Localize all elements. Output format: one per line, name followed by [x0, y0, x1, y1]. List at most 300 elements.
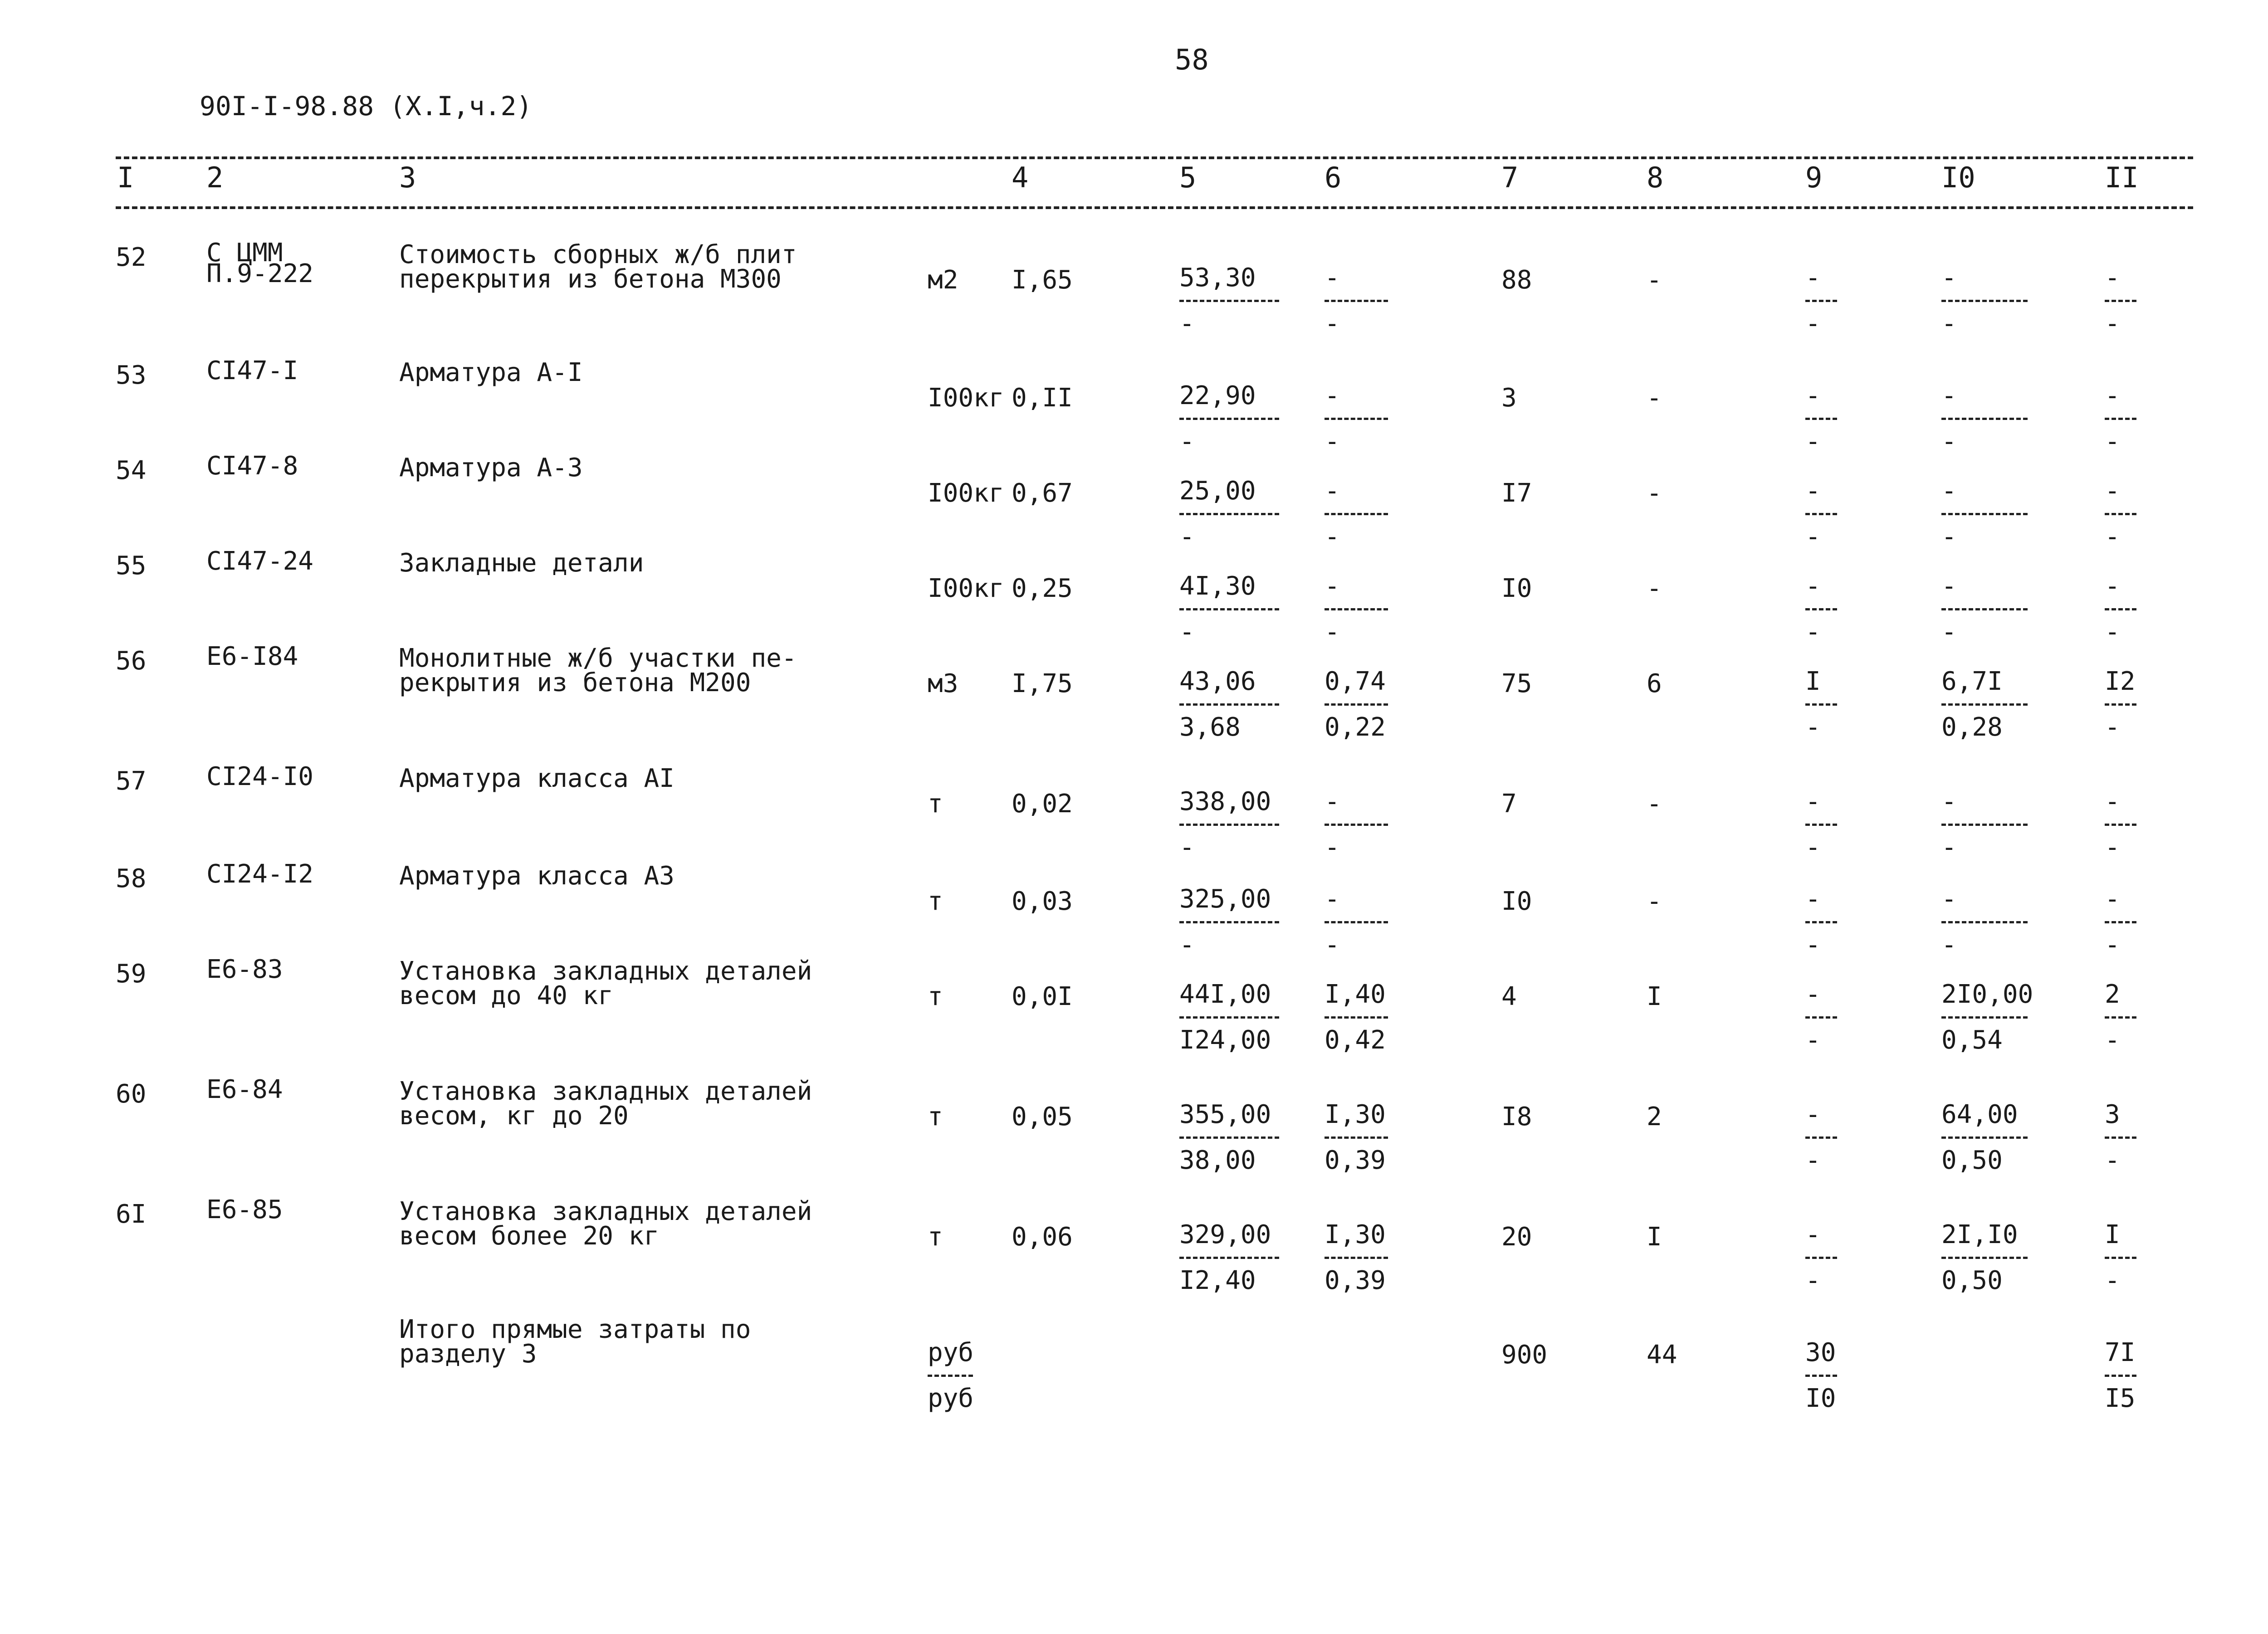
row-col10-denominator: 0,50 — [1941, 1266, 2003, 1295]
row-col5-denominator: - — [1179, 427, 1195, 456]
row-col9 — [1805, 669, 1837, 740]
total-col7: 900 — [1501, 1340, 1548, 1370]
column-header-7: 7 — [1501, 161, 1519, 194]
row-col11-numerator: - — [2105, 787, 2120, 816]
column-header-11: II — [2105, 161, 2139, 194]
row-col9-denominator: - — [1805, 427, 1821, 456]
row-quantity: 0,03 — [1012, 887, 1073, 916]
row-col6 — [1325, 789, 1388, 860]
row-col9-numerator: - — [1805, 1220, 1821, 1249]
row-col11-denominator: - — [2105, 1025, 2120, 1055]
row-quantity: 0,II — [1012, 383, 1073, 413]
row-unit: I00кг — [928, 574, 1004, 603]
row-col5 — [1179, 1222, 1279, 1293]
row-col6-denominator: - — [1325, 309, 1340, 338]
row-col9-denominator: - — [1805, 833, 1821, 862]
row-col7: I0 — [1501, 887, 1532, 916]
row-col11-bar — [2105, 513, 2136, 515]
row-col6-bar — [1325, 1257, 1388, 1259]
row-col9-bar — [1805, 1136, 1837, 1139]
row-col6 — [1325, 571, 1388, 647]
row-col10-numerator: - — [1941, 884, 1957, 914]
row-col10 — [1941, 669, 2028, 740]
row-col10-numerator: - — [1941, 381, 1957, 410]
row-col9-denominator: - — [1805, 617, 1821, 647]
row-number: 54 — [116, 456, 147, 485]
row-col5-numerator: 329,00 — [1179, 1220, 1271, 1249]
row-quantity: 0,05 — [1012, 1102, 1073, 1132]
row-col9-bar — [1805, 703, 1837, 706]
row-col11-numerator: - — [2105, 571, 2120, 601]
row-col9 — [1805, 789, 1837, 860]
total-unit — [928, 1340, 973, 1411]
row-col11-denominator: - — [2105, 1266, 2120, 1295]
row-col9-bar — [1805, 921, 1837, 923]
row-col9 — [1805, 478, 1837, 550]
row-unit: I00кг — [928, 478, 1004, 508]
row-col10-numerator: 6,7I — [1941, 667, 2003, 696]
row-col9 — [1805, 884, 1837, 960]
row-col5-numerator: 44I,00 — [1179, 980, 1271, 1009]
row-col10 — [1941, 1222, 2028, 1293]
row-description: Установка закладных деталей весом, кг до 20 — [399, 1077, 812, 1131]
row-col9-denominator: - — [1805, 309, 1821, 338]
row-col5-bar — [1179, 1257, 1279, 1259]
row-number: 55 — [116, 551, 147, 580]
row-number: 58 — [116, 864, 147, 893]
row-col11-bar — [2105, 608, 2136, 610]
row-col6-bar — [1325, 921, 1388, 923]
row-col8: - — [1647, 574, 1662, 603]
row-description: Арматура класса А3 — [399, 861, 675, 891]
row-col5-numerator: 325,00 — [1179, 884, 1271, 914]
row-col11 — [2105, 478, 2136, 550]
row-col6 — [1325, 383, 1388, 454]
row-col10-bar — [1941, 703, 2028, 706]
row-code: Е6-84 — [206, 1075, 283, 1104]
row-col10-bar — [1941, 418, 2028, 420]
row-col6-denominator: - — [1325, 833, 1340, 862]
document-code: 90I-I-98.88 (X.I,ч.2) — [200, 91, 533, 122]
total-col11-denominator: I5 — [2105, 1384, 2136, 1413]
row-col11 — [2105, 1102, 2136, 1173]
row-col10-bar — [1941, 608, 2028, 610]
row-col5-denominator: 38,00 — [1179, 1146, 1256, 1175]
row-col6-denominator: - — [1325, 427, 1340, 456]
row-col6 — [1325, 1102, 1388, 1173]
row-col8: - — [1647, 789, 1662, 819]
row-col11-denominator: - — [2105, 1146, 2120, 1175]
row-col11-bar — [2105, 703, 2136, 706]
row-col6 — [1325, 669, 1388, 740]
row-quantity: I,65 — [1012, 265, 1073, 295]
row-col7: I0 — [1501, 574, 1532, 603]
row-col9-numerator: - — [1805, 884, 1821, 914]
row-col7: 75 — [1501, 669, 1532, 698]
row-col10 — [1941, 478, 2028, 550]
row-col11-bar — [2105, 1257, 2136, 1259]
total-unit-bar — [928, 1375, 973, 1377]
row-col8: I — [1647, 1222, 1662, 1252]
row-col6-denominator: 0,39 — [1325, 1266, 1386, 1295]
row-col11-denominator: - — [2105, 522, 2120, 551]
row-col11-bar — [2105, 1016, 2136, 1019]
row-col11-numerator: - — [2105, 476, 2120, 506]
row-col5-bar — [1179, 513, 1279, 515]
row-quantity: 0,02 — [1012, 789, 1073, 819]
row-col5-denominator: - — [1179, 522, 1195, 551]
row-number: 60 — [116, 1079, 147, 1109]
row-col6-bar — [1325, 608, 1388, 610]
row-col6-bar — [1325, 300, 1388, 302]
row-col10-numerator: 64,00 — [1941, 1100, 2018, 1129]
row-quantity: 0,06 — [1012, 1222, 1073, 1252]
row-col5-denominator: - — [1179, 833, 1195, 862]
row-col6-bar — [1325, 1136, 1388, 1139]
column-header-10: I0 — [1941, 161, 1975, 194]
row-description: Арматура А-I — [399, 358, 583, 387]
row-code: Е6-83 — [206, 955, 283, 984]
row-col5 — [1179, 982, 1279, 1053]
row-col10-bar — [1941, 1136, 2028, 1139]
row-number: 56 — [116, 646, 147, 676]
row-col5-numerator: 338,00 — [1179, 787, 1271, 816]
row-col7: 7 — [1501, 789, 1517, 819]
row-col9-numerator: - — [1805, 980, 1821, 1009]
row-description: Закладные детали — [399, 548, 644, 578]
row-code: Е6-I84 — [206, 642, 298, 671]
column-header-1: I — [117, 161, 134, 194]
row-col5-denominator: I24,00 — [1179, 1025, 1271, 1055]
row-col6-denominator: 0,42 — [1325, 1025, 1386, 1055]
row-col8: - — [1647, 478, 1662, 508]
row-col11 — [2105, 884, 2136, 960]
row-col5-denominator: - — [1179, 617, 1195, 647]
row-col9 — [1805, 1102, 1837, 1173]
row-col11-denominator: - — [2105, 427, 2120, 456]
row-col6-bar — [1325, 824, 1388, 826]
row-col10-bar — [1941, 300, 2028, 302]
row-col11 — [2105, 571, 2136, 647]
row-col6 — [1325, 1222, 1388, 1293]
column-header-4: 4 — [1012, 161, 1029, 194]
row-col6-numerator: - — [1325, 884, 1340, 914]
row-col5-denominator: 3,68 — [1179, 712, 1241, 742]
row-col9-denominator: - — [1805, 712, 1821, 742]
row-unit: т — [928, 982, 943, 1011]
row-col11-denominator: - — [2105, 309, 2120, 338]
page-number: 58 — [1175, 43, 1209, 76]
row-col5 — [1179, 383, 1279, 454]
row-col5 — [1179, 884, 1279, 960]
row-col11 — [2105, 265, 2136, 337]
row-col9-bar — [1805, 300, 1837, 302]
row-col11-numerator: I — [2105, 1220, 2120, 1249]
row-col5-bar — [1179, 300, 1279, 302]
row-col7: I8 — [1501, 1102, 1532, 1132]
row-col11-bar — [2105, 1136, 2136, 1139]
row-col10-denominator: - — [1941, 833, 1957, 862]
row-code: CI24-I0 — [206, 762, 314, 791]
row-col10-denominator: - — [1941, 309, 1957, 338]
row-col10 — [1941, 265, 2028, 337]
column-header-6: 6 — [1325, 161, 1342, 194]
row-unit: т — [928, 1222, 943, 1252]
row-col10 — [1941, 980, 2033, 1055]
column-header-3: 3 — [399, 161, 416, 194]
row-col7: 3 — [1501, 383, 1517, 413]
row-description: Стоимость сборных ж/б плит перекрытия из бетона М300 — [399, 240, 797, 294]
row-col11-numerator: - — [2105, 884, 2120, 914]
row-col5 — [1179, 571, 1279, 647]
row-col11-bar — [2105, 300, 2136, 302]
row-col5 — [1179, 669, 1279, 740]
row-quantity: 0,0I — [1012, 982, 1073, 1011]
row-col9-numerator: I — [1805, 667, 1821, 696]
row-col10-numerator: - — [1941, 263, 1957, 293]
row-col5-numerator: 53,30 — [1179, 263, 1256, 293]
row-col10 — [1941, 383, 2028, 454]
row-col5-bar — [1179, 418, 1279, 420]
row-unit: т — [928, 1102, 943, 1132]
row-col6-denominator: - — [1325, 617, 1340, 647]
row-col5-bar — [1179, 824, 1279, 826]
row-col6 — [1325, 982, 1388, 1053]
total-col9-bar — [1805, 1375, 1837, 1377]
row-col11-numerator: - — [2105, 263, 2120, 293]
row-col7: 4 — [1501, 982, 1517, 1011]
row-col10-numerator: - — [1941, 571, 1957, 601]
row-col9-denominator: - — [1805, 1266, 1821, 1295]
row-description: Монолитные ж/б участки пе- рекрытия из бетона М200 — [399, 644, 797, 697]
row-col6-numerator: I,40 — [1325, 980, 1386, 1009]
row-col5 — [1179, 265, 1279, 337]
row-col11-denominator: - — [2105, 617, 2120, 647]
row-col9-denominator: - — [1805, 1146, 1821, 1175]
row-col10-denominator: - — [1941, 930, 1957, 960]
row-code: Е6-85 — [206, 1195, 283, 1224]
row-col10-numerator: 2I,I0 — [1941, 1220, 2018, 1249]
row-col10 — [1941, 571, 2028, 647]
row-col11 — [2105, 789, 2136, 860]
row-col10-denominator: - — [1941, 522, 1957, 551]
row-col5-bar — [1179, 921, 1279, 923]
row-col6 — [1325, 884, 1388, 960]
row-col9-denominator: - — [1805, 930, 1821, 960]
total-col9 — [1805, 1340, 1837, 1411]
row-col6-denominator: 0,22 — [1325, 712, 1386, 742]
row-col9-denominator: - — [1805, 1025, 1821, 1055]
row-col7: 20 — [1501, 1222, 1532, 1252]
header-top-rule — [116, 156, 2193, 159]
row-col8: - — [1647, 383, 1662, 413]
row-number: 53 — [116, 361, 147, 390]
row-code: CI47-I — [206, 356, 298, 385]
total-col9-denominator: I0 — [1805, 1384, 1836, 1413]
row-unit: I00кг — [928, 383, 1004, 413]
row-col8: 6 — [1647, 669, 1662, 698]
row-col5-numerator: 355,00 — [1179, 1100, 1271, 1129]
total-col9-numerator: 30 — [1805, 1338, 1836, 1367]
row-col11-bar — [2105, 418, 2136, 420]
row-col9-numerator: - — [1805, 476, 1821, 506]
column-header-5: 5 — [1179, 161, 1197, 194]
row-col11-numerator: - — [2105, 381, 2120, 410]
total-col11-bar — [2105, 1375, 2136, 1377]
row-col11 — [2105, 383, 2136, 454]
row-col11-denominator: - — [2105, 833, 2120, 862]
row-col7: 88 — [1501, 265, 1532, 295]
row-col6-numerator: - — [1325, 787, 1340, 816]
total-unit-numerator: руб — [928, 1338, 974, 1367]
row-col5-numerator: 25,00 — [1179, 476, 1256, 506]
row-col10 — [1941, 1102, 2028, 1173]
row-description: Арматура А-3 — [399, 453, 583, 483]
row-col7: I7 — [1501, 478, 1532, 508]
row-col9-bar — [1805, 418, 1837, 420]
row-col5-bar — [1179, 703, 1279, 706]
row-col5 — [1179, 478, 1279, 550]
row-col11-numerator: 2 — [2105, 980, 2120, 1009]
row-col6-numerator: - — [1325, 263, 1340, 293]
row-col9 — [1805, 265, 1837, 337]
total-col11-numerator: 7I — [2105, 1338, 2136, 1367]
row-number: 59 — [116, 959, 147, 989]
row-col9-denominator: - — [1805, 522, 1821, 551]
row-col6-numerator: - — [1325, 571, 1340, 601]
row-col10-bar — [1941, 1016, 2028, 1019]
row-code: CI24-I2 — [206, 859, 314, 889]
row-unit: т — [928, 887, 943, 916]
row-col9-numerator: - — [1805, 381, 1821, 410]
total-col11 — [2105, 1340, 2136, 1411]
row-col9-numerator: - — [1805, 1100, 1821, 1129]
row-col6-bar — [1325, 513, 1388, 515]
row-description: Арматура класса АI — [399, 764, 675, 793]
row-col9 — [1805, 1222, 1837, 1293]
row-col10-numerator: 2I0,00 — [1941, 980, 2033, 1009]
row-col5-denominator: - — [1179, 930, 1195, 960]
row-col5-denominator: - — [1179, 309, 1195, 338]
row-col11-bar — [2105, 921, 2136, 923]
row-col11-bar — [2105, 824, 2136, 826]
row-col10-numerator: - — [1941, 787, 1957, 816]
row-col5-denominator: I2,40 — [1179, 1266, 1256, 1295]
row-code: С ЦММ П.9-222 — [206, 238, 314, 288]
row-col5-bar — [1179, 1136, 1279, 1139]
row-col10-denominator: - — [1941, 427, 1957, 456]
row-col11-numerator: 3 — [2105, 1100, 2120, 1129]
row-col10-bar — [1941, 1257, 2028, 1259]
row-col6-numerator: - — [1325, 476, 1340, 506]
row-quantity: 0,67 — [1012, 478, 1073, 508]
row-col6-denominator: 0,39 — [1325, 1146, 1386, 1175]
row-col8: - — [1647, 265, 1662, 295]
row-col5-numerator: 4I,30 — [1179, 571, 1256, 601]
row-unit: м2 — [928, 265, 958, 295]
column-header-9: 9 — [1805, 161, 1823, 194]
header-bottom-rule — [116, 206, 2193, 209]
row-code: CI47-24 — [206, 546, 314, 576]
row-col8: 2 — [1647, 1102, 1662, 1132]
row-col11 — [2105, 982, 2136, 1053]
row-col10-numerator: - — [1941, 476, 1957, 506]
row-col6-bar — [1325, 703, 1388, 706]
row-col9-bar — [1805, 1016, 1837, 1019]
row-col10 — [1941, 789, 2028, 860]
row-col11-denominator: - — [2105, 930, 2120, 960]
row-col10-denominator: - — [1941, 617, 1957, 647]
row-col5-numerator: 22,90 — [1179, 381, 1256, 410]
total-description: Итого прямые затраты по разделу 3 — [399, 1315, 751, 1369]
row-col11 — [2105, 1222, 2136, 1293]
row-col8: - — [1647, 887, 1662, 916]
row-col9-numerator: - — [1805, 787, 1821, 816]
row-col6-bar — [1325, 1016, 1388, 1019]
row-col6-numerator: - — [1325, 381, 1340, 410]
row-quantity: I,75 — [1012, 669, 1073, 698]
column-header-2: 2 — [206, 161, 224, 194]
row-col6-numerator: I,30 — [1325, 1220, 1386, 1249]
row-unit: т — [928, 789, 943, 819]
row-number: 52 — [116, 243, 147, 272]
row-col5 — [1179, 789, 1279, 860]
row-col10-denominator: 0,54 — [1941, 1025, 2003, 1055]
row-col9-bar — [1805, 1257, 1837, 1259]
row-col5 — [1179, 1102, 1279, 1173]
row-col5-bar — [1179, 608, 1279, 610]
row-col9 — [1805, 571, 1837, 647]
row-col9-bar — [1805, 513, 1837, 515]
total-col8: 44 — [1647, 1340, 1677, 1370]
row-col9 — [1805, 383, 1837, 454]
row-col10-denominator: 0,50 — [1941, 1146, 2003, 1175]
row-col6-numerator: I,30 — [1325, 1100, 1386, 1129]
row-col6-denominator: - — [1325, 522, 1340, 551]
row-col9-bar — [1805, 608, 1837, 610]
row-number: 57 — [116, 766, 147, 796]
row-unit: м3 — [928, 669, 958, 698]
column-header-8: 8 — [1647, 161, 1664, 194]
row-col9 — [1805, 982, 1837, 1053]
row-quantity: 0,25 — [1012, 574, 1073, 603]
row-col6-numerator: 0,74 — [1325, 667, 1386, 696]
row-col9-numerator: - — [1805, 263, 1821, 293]
row-col10-bar — [1941, 824, 2028, 826]
row-col10-denominator: 0,28 — [1941, 712, 2003, 742]
row-col11-denominator: - — [2105, 712, 2120, 742]
row-col11-numerator: I2 — [2105, 667, 2136, 696]
row-col10-bar — [1941, 513, 2028, 515]
row-description: Установка закладных деталей весом до 40 кг — [399, 956, 812, 1010]
row-col6 — [1325, 265, 1388, 337]
row-description: Установка закладных деталей весом более 20 кг — [399, 1197, 812, 1251]
row-col10 — [1941, 884, 2028, 960]
row-col9-bar — [1805, 824, 1837, 826]
row-number: 6I — [116, 1200, 147, 1229]
row-col6 — [1325, 478, 1388, 550]
total-unit-denominator: руб — [928, 1384, 974, 1413]
row-col6-denominator: - — [1325, 930, 1340, 960]
row-code: CI47-8 — [206, 451, 298, 481]
row-col5-bar — [1179, 1016, 1279, 1019]
row-col5-numerator: 43,06 — [1179, 667, 1256, 696]
row-col6-bar — [1325, 418, 1388, 420]
row-col10-bar — [1941, 921, 2028, 923]
row-col8: I — [1647, 982, 1662, 1011]
row-col11 — [2105, 669, 2136, 740]
row-col9-numerator: - — [1805, 571, 1821, 601]
